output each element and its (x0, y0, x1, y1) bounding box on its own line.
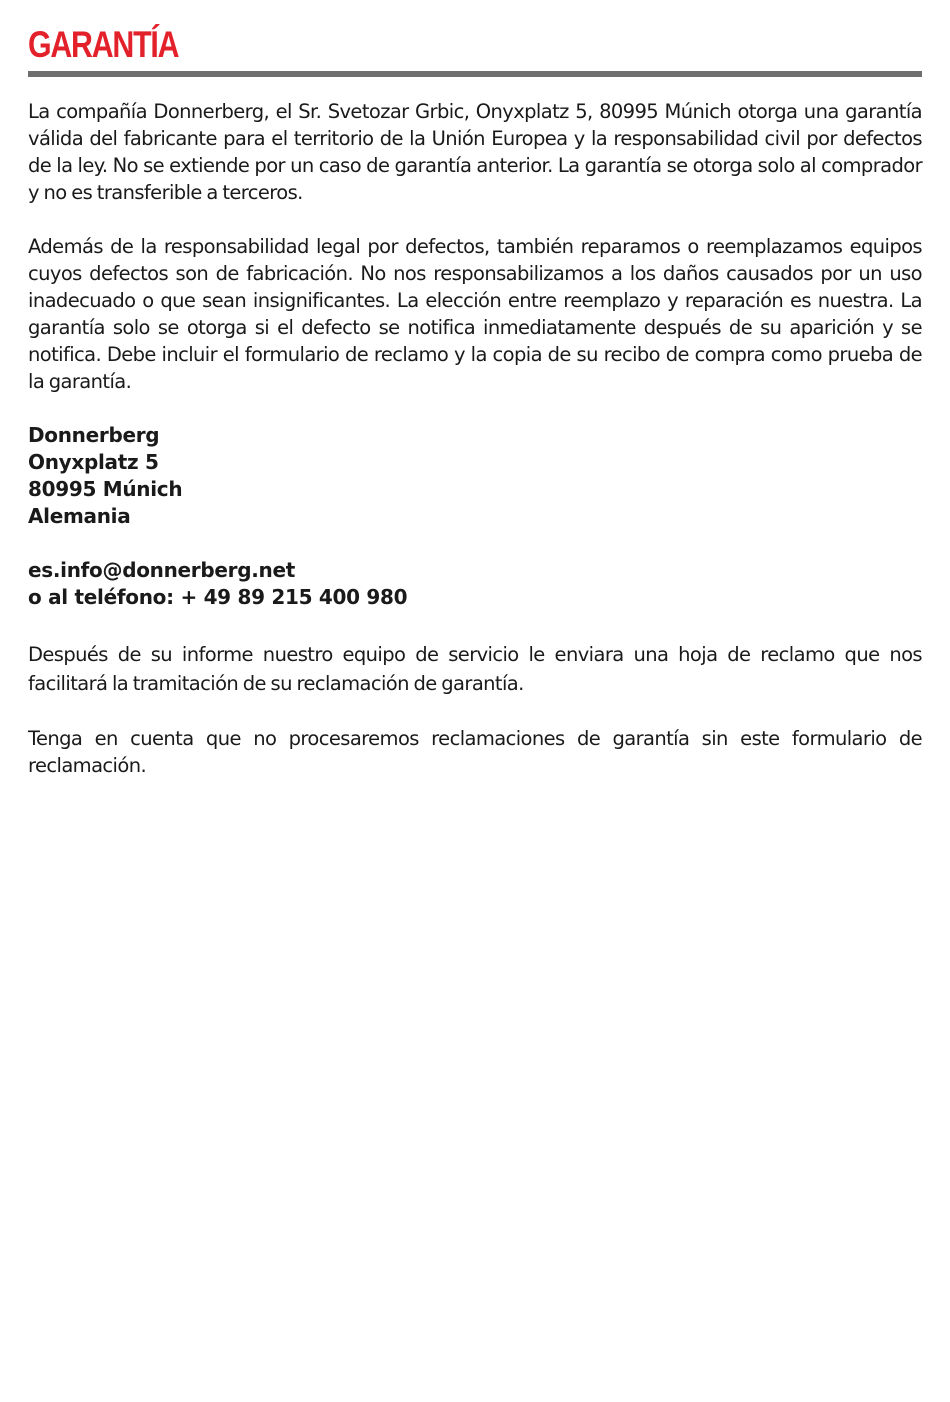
address-street: Onyxplatz 5 (28, 450, 159, 474)
warranty-page (28, 24, 922, 779)
contact-phone: o al teléfono: + 49 89 215 400 980 (28, 585, 408, 609)
warranty-terms-paragraph: Además de la responsabilidad legal por defectos, también reparamos o reemplazamos equipos cuyos defectos son de fabricación. No nos responsabilizamos a los daños causados por un uso inadecuado o que sean insignificantes. La elección entre reemplazo y reparación es nuestra. La garantía solo se otorga si el defecto se notifica inmediatamente después de su aparición y se notifica. Debe incluir el formulario de reclamo y la copia de su recibo de compra como prueba de la garantía. (28, 235, 922, 393)
page-title: GARANTÍA (28, 24, 179, 65)
service-report-paragraph: Después de su informe nuestro equipo de servicio le enviara una hoja de reclamo que nos facilitará la tramitación de su reclamación de garantía. (28, 643, 922, 695)
contact-info (28, 557, 922, 611)
company-address (28, 422, 922, 530)
address-company: Donnerberg (28, 423, 160, 447)
address-city: 80995 Múnich (28, 477, 183, 501)
title-divider (28, 71, 922, 77)
contact-email: es.info@donnerberg.net (28, 558, 295, 582)
warranty-intro-paragraph: La compañía Donnerberg, el Sr. Svetozar Grbic, Onyxplatz 5, 80995 Múnich otorga una garantía válida del fabricante para el territorio de la Unión Europea y la responsabilidad civil por defectos de la ley. No se extiende por un caso de garantía anterior. La garantía se otorga solo al comprador y no es transferible a terceros. (28, 100, 922, 204)
claim-form-notice-paragraph: Tenga en cuenta que no procesaremos reclamaciones de garantía sin este formulario de reclamación. (28, 727, 922, 777)
address-country: Alemania (28, 504, 131, 528)
